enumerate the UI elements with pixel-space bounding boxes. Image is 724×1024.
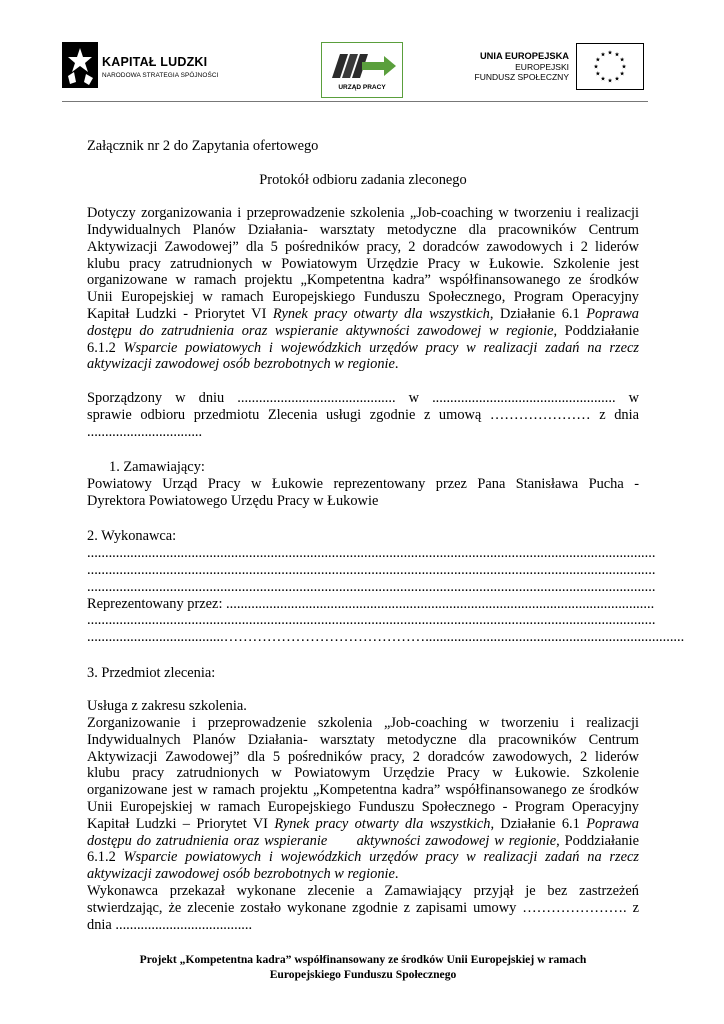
section-heading: 2. Wykonawca: bbox=[87, 528, 177, 545]
fill-line: .............................................................................................................................................................. bbox=[87, 545, 656, 562]
section-przedmiot bbox=[87, 665, 639, 934]
kapital-ludzki-subtitle: NARODOWA STRATEGIA SPÓJNOŚCI bbox=[102, 72, 219, 79]
section-line: dnia ...................................... bbox=[87, 916, 253, 933]
section-line: Aktywizacji Zawodowej” dla 5 pośredników pracy, 2 doradców zawodowych, 2 liderów bbox=[87, 748, 639, 765]
footer-line: Europejskiego Funduszu Społecznego bbox=[269, 968, 457, 981]
section-line: Indywidualnych Planów Działania- warsztaty metodyczne dla pracowników Centrum bbox=[87, 731, 639, 748]
representative-label: Reprezentowany przez: bbox=[87, 595, 227, 612]
contract-blank: …………………. bbox=[522, 899, 627, 916]
intro-italic: Rynek pracy otwarty dla wszystkich bbox=[272, 305, 490, 322]
section-heading: 3. Przedmiot zlecenia: bbox=[87, 664, 216, 681]
section-line bbox=[87, 866, 639, 883]
section-line: Unii Europejskiej w ramach Europejskiego Funduszu Społecznego - Program Operacyjny bbox=[87, 799, 639, 816]
intro-text: Kapitał Ludzki - Priorytet VI bbox=[87, 305, 273, 322]
intro-italic: aktywizacji zawodowej osób bezrobotnych w regionie bbox=[87, 356, 395, 373]
intro-line: klubu pracy zatrudnionych w Powiatowym Urzędzie Pracy w Łukowie. Szkolenie jest bbox=[87, 255, 639, 272]
eu-line-3: FUNDUSZ SPOŁECZNY bbox=[474, 72, 569, 82]
section-text: 6.1.2 bbox=[87, 849, 124, 866]
section-text: , Działanie 6.1 bbox=[490, 815, 587, 832]
section-italic: Rynek pracy otwarty dla wszystkich bbox=[274, 815, 491, 832]
fill-line: .............................................................................................................................................................. bbox=[87, 612, 656, 629]
representative-blank: ....................................................................................................................... bbox=[226, 595, 655, 612]
section-line bbox=[87, 849, 639, 866]
section-text: Kapitał Ludzki – Priorytet VI bbox=[87, 815, 275, 832]
urzad-pracy-label: URZĄD PRACY bbox=[338, 84, 386, 91]
intro-line: organizowane w ramach projektu „Kompetentna kadra” współfinansowanego ze środków bbox=[87, 272, 639, 289]
section-line: Powiatowy Urząd Pracy w Łukowie reprezentowany przez Pana Stanisława Pucha - bbox=[87, 475, 639, 492]
intro-line bbox=[87, 340, 639, 357]
section-line: klubu pracy zatrudnionych w Powiatowym Urzędzie Pracy w Łukowie. Szkolenie bbox=[87, 765, 639, 782]
urzad-pracy-arrows-icon bbox=[328, 48, 398, 80]
intro-italic: Poprawa bbox=[586, 305, 640, 322]
section-italic: aktywizacji zawodowej osób bezrobotnych w regionie bbox=[87, 866, 395, 883]
sporzadzony-line bbox=[87, 390, 639, 407]
place-blank: ................................................... bbox=[432, 389, 616, 406]
section-line: organizowane jest w ramach projektu „Kompetentna kadra” współfinansowanego ze środków bbox=[87, 782, 639, 799]
section-line: Dyrektora Powiatowego Urzędu Pracy w Łukowie bbox=[87, 492, 379, 509]
section-line bbox=[87, 816, 639, 833]
intro-italic: dostępu do zatrudnienia oraz wspieranie aktywności zawodowej w regionie bbox=[87, 322, 554, 339]
eu-flag-icon bbox=[576, 43, 644, 90]
contract-blank: ………………… bbox=[489, 406, 591, 423]
section-text: . bbox=[394, 866, 399, 883]
intro-line: Unii Europejskiej w ramach Europejskiego Funduszu Społecznego, Program Operacyjny bbox=[87, 289, 639, 306]
section-italic: dostępu do zatrudnienia oraz wspieranie aktywności zawodowej w regionie bbox=[87, 832, 557, 849]
kapital-ludzki-title: KAPITAŁ LUDZKI bbox=[102, 55, 208, 69]
eu-text-block bbox=[475, 51, 569, 83]
sporzadzony-text: sprawie odbioru przedmiotu Zlecenia usługi zgodnie z umową bbox=[87, 406, 490, 423]
intro-line: Aktywizacji Zawodowej” dla 5 pośredników pracy, 2 doradców zawodowych i 2 liderów bbox=[87, 238, 639, 255]
header-divider bbox=[62, 101, 648, 102]
section-line bbox=[87, 833, 639, 850]
section-zamawiajacy bbox=[87, 459, 639, 509]
section-line: Usługa z zakresu szkolenia. bbox=[87, 698, 247, 715]
page-header bbox=[0, 0, 724, 110]
fill-dots: …………………………………… bbox=[223, 629, 426, 646]
sporzadzony-text: Sporządzony w dniu bbox=[87, 389, 238, 406]
intro-line bbox=[87, 323, 639, 340]
sporzadzony-line bbox=[87, 407, 639, 424]
intro-text: . bbox=[394, 356, 399, 373]
section-line bbox=[87, 900, 639, 917]
attachment-note: Załącznik nr 2 do Zapytania ofertowego bbox=[87, 138, 319, 154]
fill-dots: ...................................... bbox=[87, 629, 224, 646]
intro-line: Indywidualnych Planów Działania- warsztaty metodyczne dla pracowników Centrum bbox=[87, 221, 639, 238]
page-footer bbox=[87, 952, 639, 982]
section-text: , Poddziałanie bbox=[556, 832, 639, 849]
fill-line: .............................................................................................................................................................. bbox=[87, 578, 656, 595]
intro-paragraph bbox=[87, 205, 639, 373]
document-body bbox=[87, 138, 685, 933]
kapital-ludzki-star-icon bbox=[62, 42, 98, 88]
section-wykonawca bbox=[87, 528, 685, 646]
intro-text: , Poddziałanie bbox=[553, 322, 639, 339]
section-italic: Poprawa bbox=[586, 815, 639, 832]
sporzadzony-text: w bbox=[395, 389, 433, 406]
sporzadzony-paragraph bbox=[87, 390, 639, 440]
section-line: Wykonawca przekazał wykonane zlecenie a Zamawiający przyjął je bez zastrzeżeń bbox=[87, 883, 639, 900]
contract-date-blank: ................................ bbox=[87, 423, 203, 440]
kapital-ludzki-logo bbox=[62, 42, 222, 92]
intro-line bbox=[87, 306, 639, 323]
sporzadzony-text: z dnia bbox=[590, 406, 640, 423]
fill-line bbox=[87, 629, 685, 646]
sporzadzony-text: w bbox=[615, 389, 639, 406]
eu-line-2: EUROPEJSKI bbox=[515, 61, 569, 72]
section-heading: 1. Zamawiający: bbox=[109, 459, 205, 476]
fill-dots: ........................................................................ bbox=[425, 629, 685, 646]
date-blank: ............................................ bbox=[237, 389, 396, 406]
fill-line: .............................................................................................................................................................. bbox=[87, 561, 656, 578]
intro-text: , Działanie 6.1 bbox=[489, 305, 587, 322]
urzad-pracy-logo bbox=[321, 42, 403, 98]
section-line: Zorganizowanie i przeprowadzenie szkolenia „Job-coaching w tworzeniu i realizacji bbox=[87, 715, 639, 732]
eu-line-1: UNIA EUROPEJSKA bbox=[479, 51, 569, 61]
section-text: stwierdzając, że zlecenie zostało wykonane zgodnie z zapisami umowy bbox=[87, 899, 523, 916]
intro-italic: Wsparcie powiatowych i wojewódzkich urzędów pracy w realizacji zadań na rzecz bbox=[123, 339, 639, 356]
intro-line: Dotyczy zorganizowania i przeprowadzenie szkolenia „Job-coaching w tworzeniu i realizacji bbox=[87, 205, 639, 222]
section-italic: Wsparcie powiatowych i wojewódzkich urzędów pracy w realizacji zadań na rzecz bbox=[123, 849, 639, 866]
representative-line bbox=[87, 595, 655, 613]
intro-line bbox=[87, 356, 639, 373]
footer-line: Projekt „Kompetentna kadra” współfinansowany ze środków Unii Europejskiej w ramach bbox=[139, 953, 587, 966]
section-text: z bbox=[626, 899, 639, 916]
document-title: Protokół odbioru zadania zleconego bbox=[259, 171, 467, 188]
intro-text: 6.1.2 bbox=[87, 339, 124, 356]
